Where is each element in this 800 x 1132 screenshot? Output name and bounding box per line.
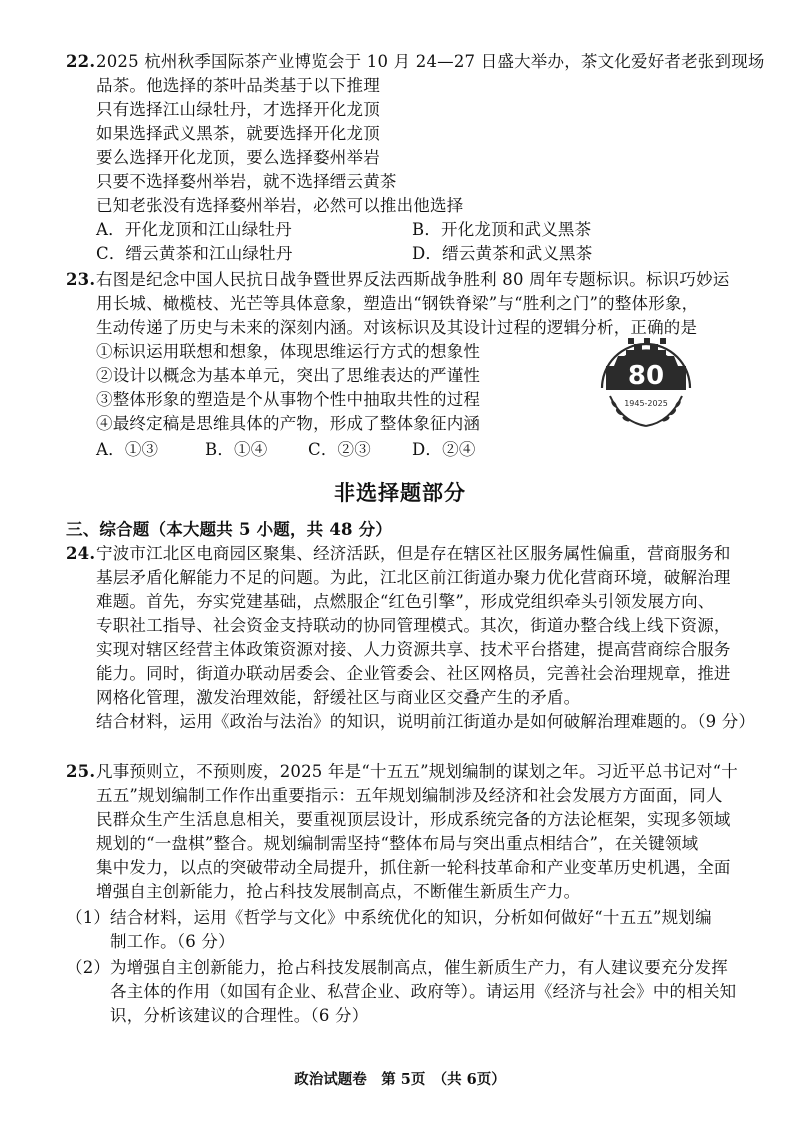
q24-material-line: 能力。同时，街道办联动居委会、企业管委会、社区网格员，完善社会治理规章，推进 [96,664,731,683]
q25-material-line: 规划的“一盘棋”整合。规划编制需坚持“整体布局与突出重点相结合”，在关键领域 [96,834,699,853]
q24-material-line: 宁波市江北区电商园区聚集、经济活跃，但是存在辖区社区服务属性偏重，营商服务和 [96,544,731,563]
q23-option-a: A．①③ [96,440,159,459]
q22-number: 22. [66,52,96,71]
q25-sub1-line1: 结合材料，运用《哲学与文化》中系统优化的知识，分析如何做好“十五五”规划编 [110,908,712,927]
section-title: 非选择题部分 [334,480,466,505]
q25-material-line: 五五”规划编制工作作出重要指示：五年规划编制涉及经济和社会发展方方面面，同人 [96,786,723,805]
q24-number: 24. [66,544,96,563]
q25-sub2-label: （2） [66,958,111,977]
q23-stem-line2: 用长城、橄榄枝、光芒等具体意象，塑造出“钢铁脊梁”与“胜利之门”的整体形象， [96,294,699,313]
q24-material-line: 专职社工指导、社会资金支持联动的协同管理模式。其次，街道办整合线上线下资源， [96,616,731,635]
part3-header: 三、综合题（本大题共 5 小题，共 48 分） [66,520,393,539]
q22-premise-4: 只要不选择婺州举岩，就不选择缙云黄茶 [96,172,397,191]
q23-stem-line3: 生动传递了历史与未来的深刻内涵。对该标识及其设计过程的逻辑分析，正确的是 [96,318,698,337]
q24-material-line: 基层矛盾化解能力不足的问题。为此，江北区前江街道办聚力优化营商环境，破解治理 [96,568,731,587]
q25-sub1-label: （1） [66,908,111,927]
page-footer: 政治试题卷 第 5页 （共 6页） [294,1071,506,1088]
q22-option-d: D．缙云黄茶和武义黑茶 [412,244,593,263]
q23-statement-4: ④最终定稿是思维具体的产物，形成了整体象征内涵 [96,414,481,433]
emblem-years: 1945-2025 [624,399,668,408]
q22-option-c: C．缙云黄茶和江山绿牡丹 [96,244,293,263]
q23-option-b: B．①④ [205,440,268,459]
q23-option-d: D．②④ [412,440,476,459]
q22-premise-2: 如果选择武义黑茶，就要选择开化龙顶 [96,124,380,143]
q24-question: 结合材料，运用《政治与法治》的知识，说明前江街道办是如何破解治理难题的。（9 分） [96,712,756,731]
q25-material-line: 集中发力，以点的突破带动全局提升，抓住新一轮科技革命和产业变革历史机遇，全面 [96,858,731,877]
q24-material-line: 网格化管理，激发治理效能，舒缓社区与商业区交叠产生的矛盾。 [96,688,581,707]
q23-statement-1: ①标识运用联想和想象，体现思维运行方式的想象性 [96,342,481,361]
q22-premise-5: 已知老张没有选择婺州举岩，必然可以推出他选择 [96,196,464,215]
q25-sub1-line2: 制工作。（6 分） [110,932,235,951]
q25-material-line: 凡事预则立，不预则废，2025 年是“十五五”规划编制的谋划之年。习近平总书记对“十 [96,762,738,781]
q25-sub2-line3: 识，分析该建议的合理性。（6 分） [110,1006,369,1025]
q23-number: 23. [66,270,96,289]
q22-option-a: A．开化龙顶和江山绿牡丹 [96,220,292,239]
q25-sub2-line2: 各主体的作用（如国有企业、私营企业、政府等）。请运用《经济与社会》中的相关知 [110,982,737,1001]
q25-material-line: 民群众生产生活息息相关，要重视顶层设计，形成系统完备的方法论框架，实现多领域 [96,810,731,829]
q22-stem-line1: 2025 杭州秋季国际茶产业博览会于 10 月 24—27 日盛大举办，茶文化爱好者老张到现场 [96,52,765,71]
q22-stem-line2: 品茶。他选择的茶叶品类基于以下推理 [96,76,380,95]
q23-statement-3: ③整体形象的塑造是个从事物个性中抽取共性的过程 [96,390,481,409]
q25-sub2-line1: 为增强自主创新能力，抢占科技发展制高点，催生新质生产力，有人建议要充分发挥 [110,958,728,977]
q22-option-b: B．开化龙顶和武义黑茶 [412,220,592,239]
emblem-number: 80 [627,361,665,391]
q22-premise-1: 只有选择江山绿牡丹，才选择开化龙顶 [96,100,380,119]
q22-premise-3: 要么选择开化龙顶，要么选择婺州举岩 [96,148,380,167]
anniversary-emblem-icon [588,326,704,442]
q23-stem-line1: 右图是纪念中国人民抗日战争暨世界反法西斯战争胜利 80 周年专题标识。标识巧妙运 [96,270,730,289]
q23-option-c: C．②③ [308,440,371,459]
q24-material-line: 难题。首先，夯实党建基础，点燃服企“红色引擎”，形成党组织牵头引领发展方向、 [96,592,715,611]
q25-material-line: 增强自主创新能力，抢占科技发展制高点，不断催生新质生产力。 [96,882,581,901]
q23-statement-2: ②设计以概念为基本单元，突出了思维表达的严谨性 [96,366,481,385]
q25-number: 25. [66,762,96,781]
q24-material-line: 实现对辖区经营主体政策资源对接、人力资源共享、技术平台搭建，提高营商综合服务 [96,640,731,659]
